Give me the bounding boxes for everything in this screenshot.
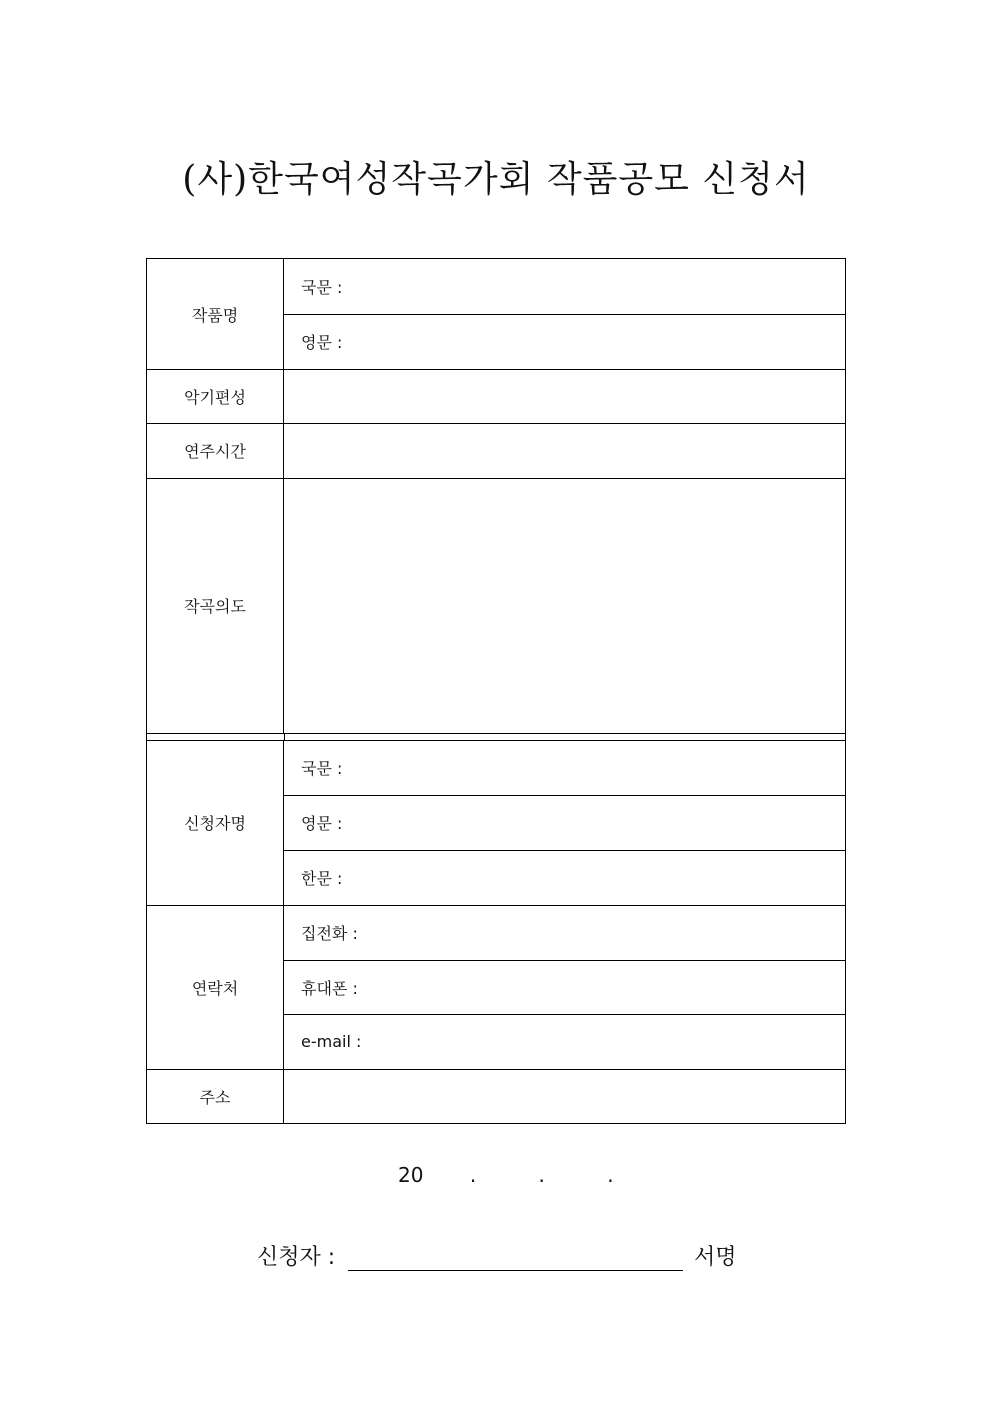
duration-field[interactable] [284,423,845,478]
home-phone-field[interactable]: 집전화 : [301,924,358,943]
email-field[interactable]: e-mail : [301,1032,362,1051]
work-title-english-field[interactable]: 영문 : [301,333,343,352]
composition-intent-field[interactable] [284,478,845,733]
date-line [398,1163,614,1187]
date-dot-3: . [607,1163,614,1187]
signature-line[interactable] [348,1270,683,1271]
double-line-divider [284,733,285,740]
applicant-name-chinese-field[interactable]: 한문 : [301,869,343,888]
work-title-label: 작품명 [147,259,284,369]
signer-label: 신청자 : [257,1245,336,1270]
applicant-name-label: 신청자명 [147,740,284,905]
duration-label: 연주시간 [147,423,284,478]
form-title: (사)한국여성작곡가회 작품공모 신청서 [182,159,810,200]
application-form-table [146,258,846,1124]
date-dot-2: . [538,1163,545,1187]
address-field[interactable] [284,1069,845,1123]
mobile-phone-field[interactable]: 휴대폰 : [301,978,358,998]
applicant-name-english-field[interactable]: 영문 : [301,814,343,833]
contact-label: 연락처 [147,905,284,1069]
work-title-korean-field[interactable]: 국문 : [301,278,343,297]
date-dot-1: . [469,1163,477,1187]
instrumentation-label: 악기편성 [147,369,284,423]
address-label: 주소 [147,1069,284,1123]
composition-intent-label: 작곡의도 [147,478,284,733]
instrumentation-field[interactable] [284,369,845,423]
signature-label: 서명 [694,1245,737,1270]
applicant-name-korean-field[interactable]: 국문 : [301,759,343,778]
date-year-prefix: 20 [398,1163,424,1187]
